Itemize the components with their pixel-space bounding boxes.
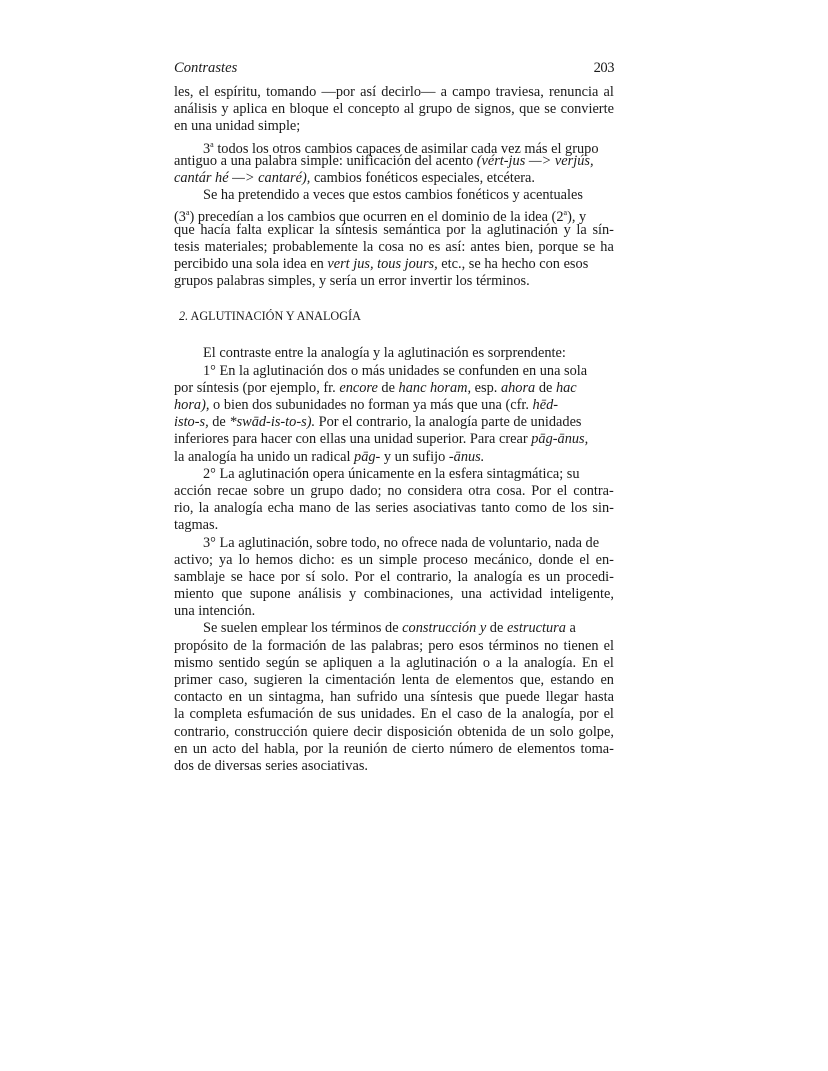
paragraph [174, 345, 614, 362]
text-line: 3$^a$ todos los otros cambios capaces de asimilar cada vez más el grupo [203, 139, 599, 157]
text-line: contacto en un sintagma, han sufrido una síntesis que puede llegar hasta [174, 689, 614, 706]
text-line: cantár hé —> cantaré), cambios fonéticos especiales, etcétera. [174, 169, 535, 186]
text-line: 1° En la aglutinación dos o más unidades se confunden en una sola [203, 362, 588, 379]
section-heading: 2. AGLUTINACIÓN Y ANALOGÍA [179, 309, 361, 324]
text-line: activo; ya lo hemos dicho: es un simple proceso mecánico, donde el en- [174, 551, 614, 568]
text-line: (3$^a$) precedían a los cambios que ocurren en el dominio de la idea (2$^a$), y [174, 208, 587, 226]
text-line: primer caso, sugieren la cimentación lenta de elementos que, estando en [174, 672, 614, 688]
text-line: una intención. [174, 603, 256, 620]
text-line: grupos palabras simples, y sería un error invertir los términos. [174, 273, 530, 290]
text-line: por síntesis (por ejemplo, fr. encore de hanc horam, esp. ahora de hac [174, 379, 577, 396]
paragraph [174, 136, 614, 188]
text-line: propósito de la formación de las palabras; pero esos términos no tienen el [174, 637, 614, 654]
text-line: 3° La aglutinación, sobre todo, no ofrece nada de voluntario, nada de [203, 534, 600, 551]
text-line: El contraste entre la analogía y la aglutinación es sorprendente: [203, 345, 566, 362]
running-header [174, 60, 614, 84]
text-line: la analogía ha unido un radical pāg- y un sufijo -ānus. [174, 448, 485, 465]
text-line: hora), o bien dos subunidades no forman ya más que una (cfr. hēd- [174, 397, 559, 413]
text-line: tagmas. [174, 517, 219, 534]
text-line: Se suelen emplear los términos de construcción y de estructura a [203, 620, 576, 637]
page-body [174, 84, 614, 775]
text-line: que hacía falta explicar la síntesis semántica por la aglutinación y la sín- [174, 221, 614, 238]
page-number: 203 [593, 60, 614, 76]
text-line: samblaje se hace por sí solo. Por el contrario, la analogía es un procedi- [174, 568, 614, 585]
text-line: dos de diversas series asociativas. [174, 757, 368, 774]
text-line: tesis materiales; probablemente la cosa no es así: antes bien, porque se ha [174, 238, 614, 255]
text-line: análisis y aplica en bloque el concepto al grupo de signos, que se convierte [174, 101, 614, 118]
paragraph [174, 466, 614, 535]
text-line: les, el espíritu, tomando —por así decirlo— a campo traviesa, renuncia al [174, 84, 614, 100]
book-page [174, 60, 614, 775]
text-line: percibido una sola idea en vert jus, tous jours, etc., se ha hecho con esos [174, 255, 589, 272]
text-line: mismo sentido según se apliquen a la aglutinación o a la analogía. En el [174, 654, 614, 671]
text-line: Se ha pretendido a veces que estos cambios fonéticos y acentuales [203, 187, 583, 204]
text-line: contrario, construcción quiere decir disposición obtenida de un solo golpe, [174, 723, 614, 740]
paragraph [174, 535, 614, 621]
text-line: rio, la analogía echa mano de las series asociativas tanto como de los sin- [174, 500, 614, 517]
text-line: miento que supone análisis y combinaciones, una actividad inteligente, [174, 586, 614, 603]
paragraph [174, 620, 614, 775]
text-line: antiguo a una palabra simple: unificación del acento (vért-jus —> verjús, [174, 152, 594, 169]
paragraph [174, 187, 614, 290]
text-line: en una unidad simple; [174, 118, 301, 135]
running-title: Contrastes [174, 60, 238, 76]
text-line: la completa esfumación de sus unidades. En el caso de la analogía, por el [174, 706, 614, 723]
text-line: inferiores para hacer con ellas una unidad superior. Para crear pāg-ānus, [174, 431, 589, 448]
paragraph [174, 84, 614, 136]
text-line: isto-s, de *swād-is-to-s). Por el contrario, la analogía parte de unidades [174, 414, 582, 431]
paragraph [174, 363, 614, 466]
text-line: en un acto del habla, por la reunión de cierto número de elementos toma- [174, 740, 614, 757]
text-line: 2° La aglutinación opera únicamente en la esfera sintagmática; su [203, 465, 580, 482]
text-line: acción recae sobre un grupo dado; no considera otra cosa. Por el contra- [174, 482, 614, 499]
